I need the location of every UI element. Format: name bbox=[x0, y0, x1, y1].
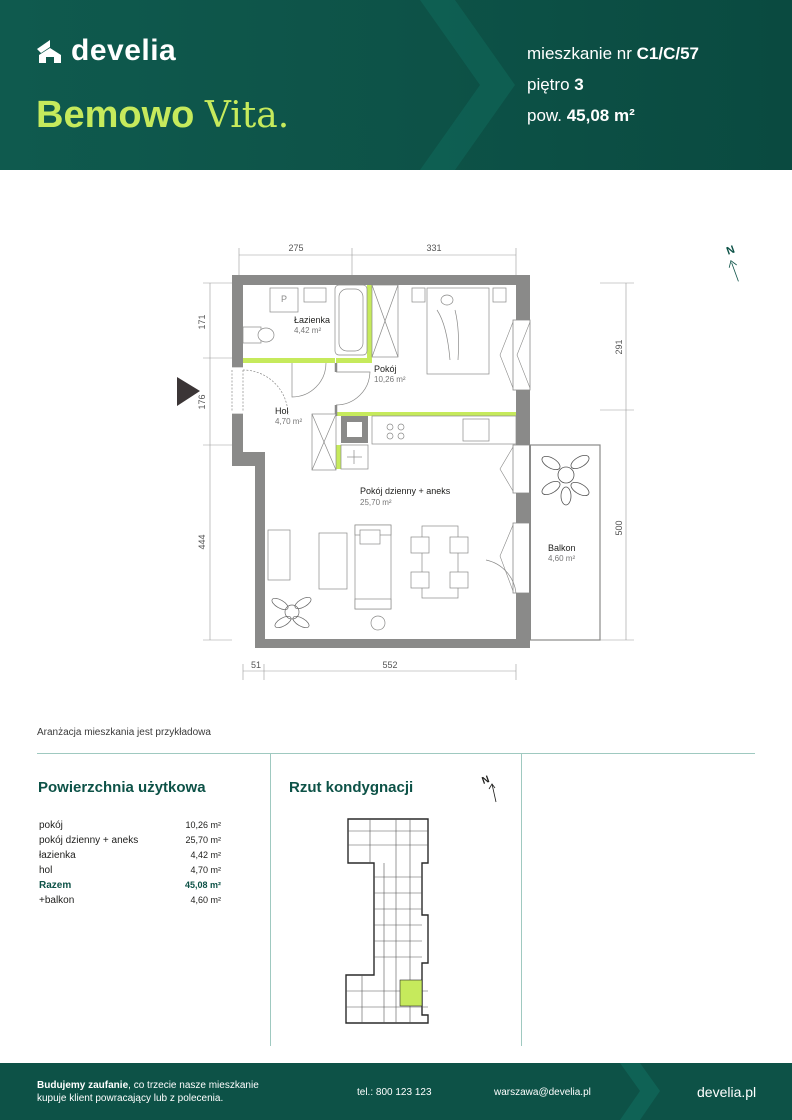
floor-plan bbox=[0, 170, 792, 730]
header-chevron-decoration bbox=[420, 0, 530, 170]
brand-logo[interactable] bbox=[37, 36, 176, 66]
room-balcony-area: 4,60 m² bbox=[548, 554, 576, 563]
header bbox=[0, 0, 792, 170]
windows bbox=[513, 320, 530, 593]
room-balcony-name: Balkon bbox=[548, 543, 576, 553]
floorplan-title: Rzut kondygnacji bbox=[289, 779, 414, 796]
room-bedroom-name: Pokój bbox=[374, 364, 397, 374]
living-plant-icon bbox=[270, 595, 313, 630]
dim-top-left: 275 bbox=[288, 243, 304, 253]
dim-right-upper: 291 bbox=[614, 339, 624, 355]
room-bathroom-area: 4,42 m² bbox=[294, 326, 322, 335]
area-row: hol 4,70 m² bbox=[39, 865, 221, 876]
storey-plan-drawing bbox=[340, 815, 432, 1027]
dim-right-lower: 500 bbox=[614, 520, 624, 536]
footer-claim: Budujemy zaufanie, co trzecie nasze mieszkanie kupuje klient powracający lub z polecenia. bbox=[37, 1080, 259, 1104]
tv-stand-icon bbox=[268, 530, 290, 580]
room-bedroom-area: 10,26 m² bbox=[374, 375, 406, 384]
dim-left-lower: 444 bbox=[197, 534, 207, 550]
areas-table bbox=[39, 818, 221, 908]
room-living-area: 25,70 m² bbox=[360, 498, 392, 507]
footer-chevron-decoration bbox=[620, 1063, 680, 1120]
svg-text:N: N bbox=[480, 774, 492, 788]
area-row: pokój dzienny + aneks 25,70 m² bbox=[39, 835, 221, 846]
column-divider-1 bbox=[270, 754, 271, 1046]
project-name-part1: Bemowo bbox=[36, 94, 195, 136]
north-arrow-icon bbox=[727, 259, 738, 281]
armchair-icon bbox=[360, 530, 380, 544]
dim-bottom-main: 552 bbox=[382, 660, 398, 670]
arrangement-note: Aranżacja mieszkania jest przykładowa bbox=[37, 727, 211, 738]
apartment-number: mieszkanie nr C1/C/57 bbox=[527, 44, 699, 63]
kitchen-counter bbox=[372, 416, 516, 444]
area-row-balcony: +balkon 4,60 m² bbox=[39, 895, 221, 906]
floor-number: piętro 3 bbox=[527, 75, 584, 94]
room-hall-area: 4,70 m² bbox=[275, 417, 303, 426]
room-bathroom-name: Łazienka bbox=[294, 315, 331, 325]
floorplan-north-icon bbox=[478, 770, 508, 806]
column-divider-2 bbox=[521, 754, 522, 1046]
areas-title: Powierzchnia użytkowa bbox=[38, 779, 206, 796]
bath-symbol: P bbox=[280, 294, 288, 304]
dim-top-right: 331 bbox=[426, 243, 442, 253]
divider bbox=[37, 753, 755, 754]
north-label: N bbox=[724, 243, 737, 258]
dim-bottom-small: 51 bbox=[250, 660, 262, 670]
project-name-part2: Vita. bbox=[204, 95, 290, 136]
apartment-area: pow. 45,08 m² bbox=[527, 106, 635, 125]
area-row: łazienka 4,42 m² bbox=[39, 850, 221, 861]
develia-logo-icon bbox=[37, 38, 63, 64]
room-hall-name: Hol bbox=[275, 406, 289, 416]
dim-left-upper: 171 bbox=[197, 314, 207, 330]
footer-email-link[interactable]: warszawa@develia.pl bbox=[494, 1087, 591, 1098]
sink-icon bbox=[304, 288, 326, 302]
dim-left-middle: 176 bbox=[197, 394, 207, 410]
footer-website-link[interactable]: develia.pl bbox=[697, 1084, 757, 1100]
area-row: pokój 10,26 m² bbox=[39, 820, 221, 831]
brand-name: develia bbox=[71, 34, 177, 67]
room-living-name: Pokój dzienny + aneks bbox=[360, 486, 451, 496]
project-name bbox=[36, 96, 289, 134]
apartment-location-highlight bbox=[400, 980, 422, 1006]
apartment-info bbox=[527, 38, 699, 131]
area-row-total: Razem 45,08 m² bbox=[39, 880, 221, 891]
kitchen-sink-icon bbox=[463, 419, 489, 441]
furniture bbox=[243, 285, 516, 630]
footer bbox=[0, 1063, 792, 1120]
coffee-table-icon bbox=[319, 533, 347, 589]
footer-phone-link[interactable]: tel.: 800 123 123 bbox=[357, 1087, 432, 1098]
